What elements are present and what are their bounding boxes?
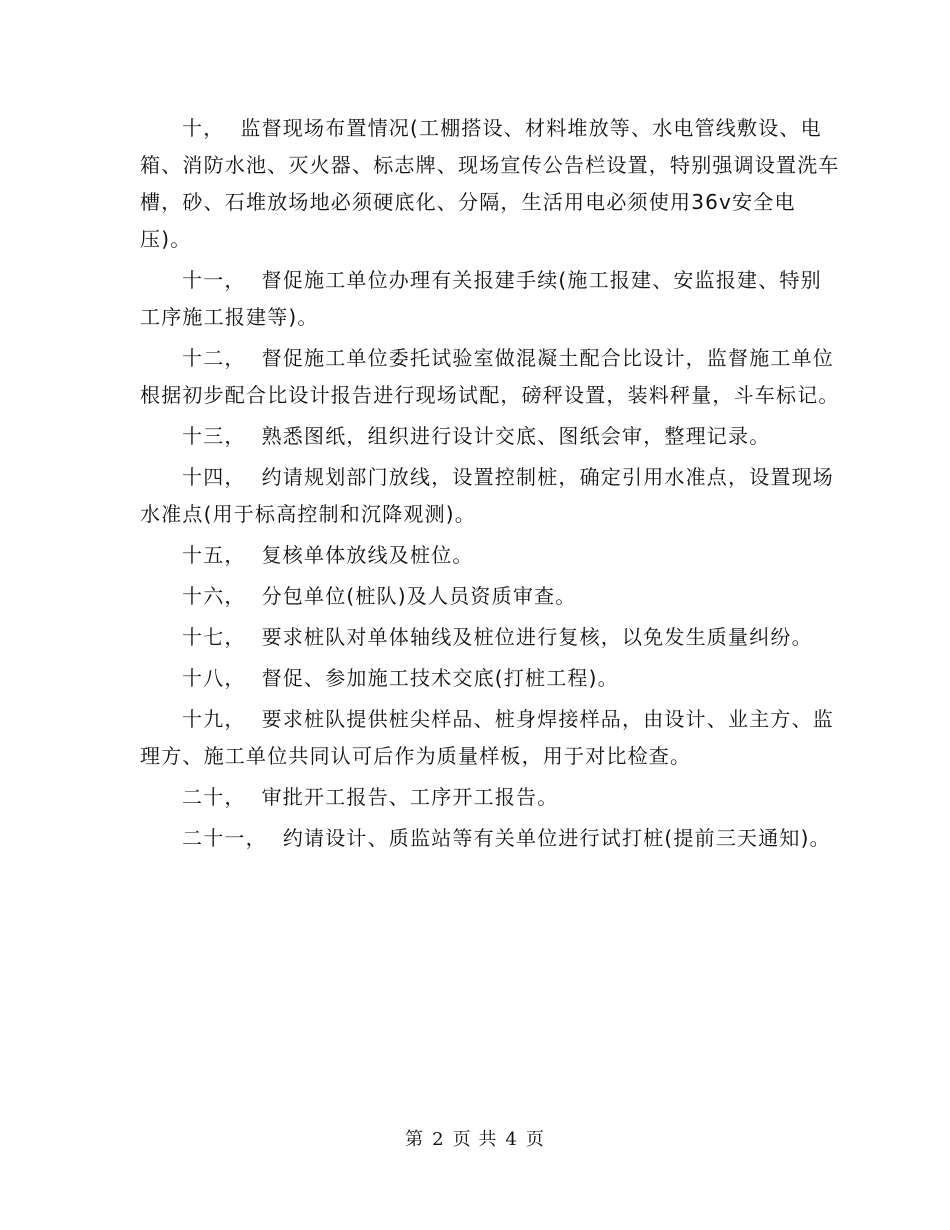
paragraph — [140, 578, 840, 615]
item-text: 监督现场布置情况(工棚搭设、材料堆放等、水电管线敷设、电箱、消防水池、灭火器、标志牌、现场宣传公告栏设置，特别强调设置洗车槽，砂、石堆放场地必须硬底化、分隔，生活用电必须使用36v安全电压)。 — [140, 116, 840, 251]
item-text: 督促、参加施工技术交底(打桩工程)。 — [261, 666, 619, 690]
paragraph — [140, 537, 840, 574]
item-text: 分包单位(桩队)及人员资质审查。 — [261, 584, 577, 608]
item-number: 十四， — [182, 465, 246, 489]
item-text: 审批开工报告、工序开工报告。 — [261, 785, 559, 809]
page-suffix: 页 — [525, 1129, 545, 1150]
page-current: 2 — [432, 1129, 445, 1150]
page-mid: 页 共 — [452, 1129, 498, 1150]
item-number: 十六， — [182, 584, 246, 608]
item-number: 十一， — [182, 268, 246, 292]
item-text: 约请设计、质监站等有关单位进行试打桩(提前三天通知)。 — [282, 826, 831, 850]
paragraph — [140, 660, 840, 697]
page-total: 4 — [505, 1129, 518, 1150]
item-text: 复核单体放线及桩位。 — [261, 543, 474, 567]
page-footer — [0, 1125, 950, 1151]
item-number: 二十， — [182, 785, 246, 809]
paragraph — [140, 262, 840, 336]
item-number: 十， — [182, 116, 225, 140]
item-text: 要求桩队提供桩尖样品、桩身焊接样品，由设计、业主方、监理方、施工单位共同认可后作为质量样板，用于对比检查。 — [140, 707, 835, 768]
item-number: 十八， — [182, 666, 246, 690]
item-number: 十三， — [182, 424, 246, 448]
item-number: 二十一， — [182, 826, 267, 850]
item-text: 约请规划部门放线，设置控制桩，确定引用水准点，设置现场水准点(用于标高控制和沉降观测)。 — [140, 465, 835, 526]
paragraph — [140, 820, 840, 857]
item-number: 十九， — [182, 707, 246, 731]
item-text: 督促施工单位委托试验室做混凝土配合比设计，监督施工单位根据初步配合比设计报告进行现场试配，磅秤设置，装料秤量，斗车标记。 — [140, 346, 840, 407]
item-number: 十二， — [182, 346, 246, 370]
page-prefix: 第 — [405, 1129, 425, 1150]
paragraph — [140, 418, 840, 455]
item-text: 熟悉图纸，组织进行设计交底、图纸会审，整理记录。 — [261, 424, 771, 448]
paragraph — [140, 619, 840, 656]
item-number: 十七， — [182, 625, 246, 649]
paragraph — [140, 340, 840, 414]
paragraph — [140, 701, 840, 775]
paragraph — [140, 779, 840, 816]
item-text: 督促施工单位办理有关报建手续(施工报建、安监报建、特别工序施工报建等)。 — [140, 268, 822, 329]
item-number: 十五， — [182, 543, 246, 567]
item-text: 要求桩队对单体轴线及桩位进行复核，以免发生质量纠纷。 — [261, 625, 813, 649]
paragraph — [140, 459, 840, 533]
paragraph — [140, 110, 840, 258]
document-body — [140, 110, 840, 861]
